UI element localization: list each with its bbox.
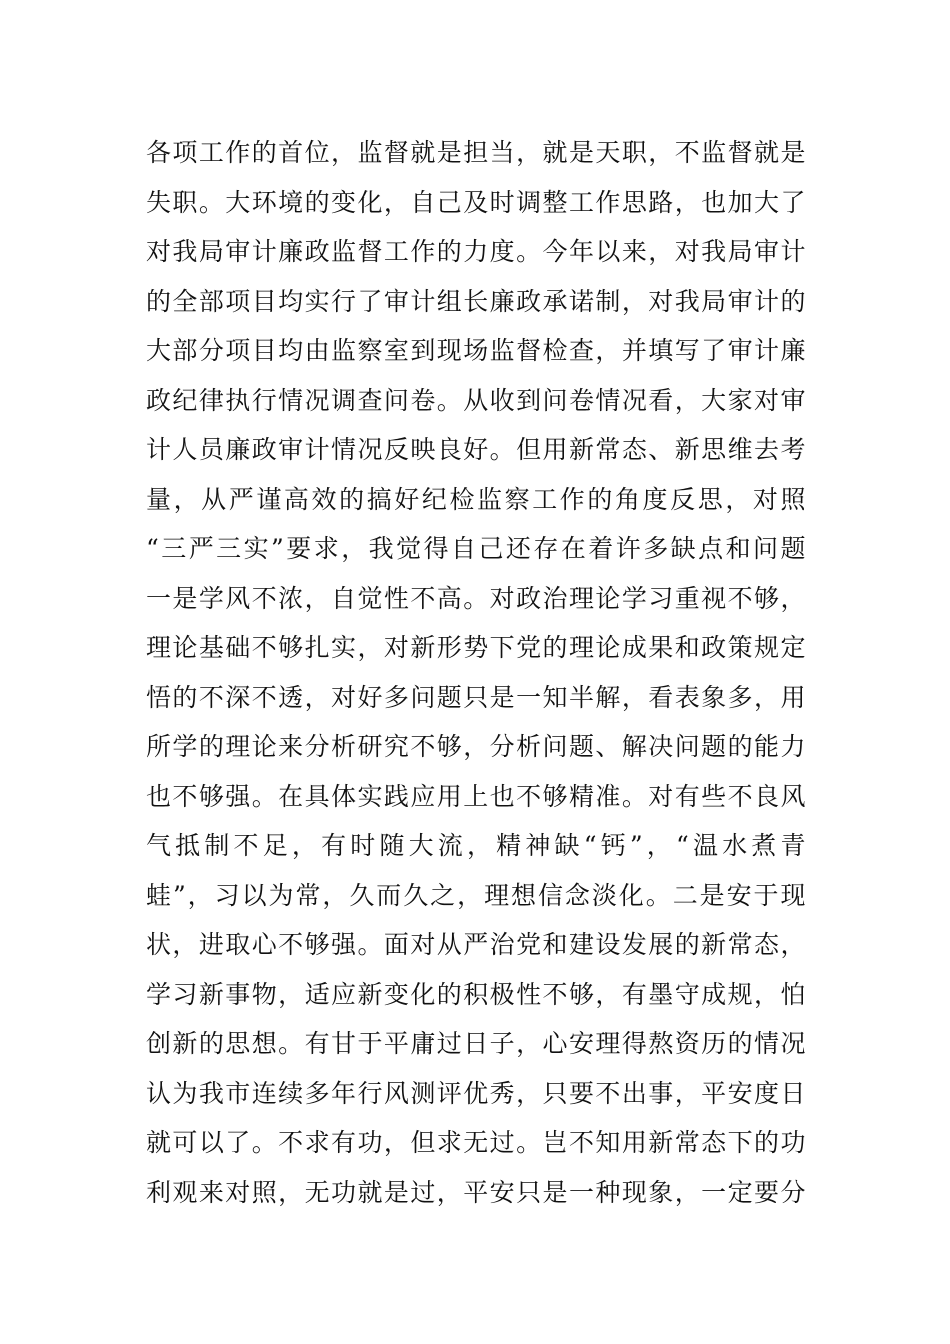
text-line-6: 政纪律执行情况调查问卷。从收到问卷情况看，大家对审 <box>146 385 806 415</box>
text-line-12: 悟的不深不透，对好多问题只是一知半解，看表象多，用 <box>146 682 806 712</box>
text-line-20: 认为我市连续多年行风测评优秀，只要不出事，平安度日 <box>146 1078 806 1108</box>
text-line-18: 学习新事物，适应新变化的积极性不够，有墨守成规，怕 <box>146 979 806 1009</box>
text-line-22: 利观来对照，无功就是过，平安只是一种现象，一定要分 <box>146 1177 806 1207</box>
text-line-11: 理论基础不够扎实，对新形势下党的理论成果和政策规定 <box>146 633 806 662</box>
text-line-19: 创新的思想。有甘于平庸过日子，心安理得熬资历的情况 <box>146 1029 806 1058</box>
text-line-5: 大部分项目均由监察室到现场监督检查，并填写了审计廉 <box>146 336 806 365</box>
text-line-7: 计人员廉政审计情况反映良好。但用新常态、新思维去考 <box>146 435 806 464</box>
text-line-3: 对我局审计廉政监督工作的力度。今年以来，对我局审计 <box>146 237 806 266</box>
text-line-1: 各项工作的首位，监督就是担当，就是天职，不监督就是 <box>146 138 806 167</box>
text-line-21: 就可以了。不求有功，但求无过。岂不知用新常态下的功 <box>146 1128 806 1157</box>
text-line-2: 失职。大环境的变化，自己及时调整工作思路，也加大了 <box>146 187 806 217</box>
text-line-10: 一是学风不浓，自觉性不高。对政治理论学习重视不够， <box>146 583 806 613</box>
text-line-9: “三严三实”要求，我觉得自己还存在着许多缺点和问题 <box>146 534 806 563</box>
body-text <box>146 128 806 1217</box>
text-line-4: 的全部项目均实行了审计组长廉政承诺制，对我局审计的 <box>146 286 806 316</box>
text-line-17: 状，进取心不够强。面对从严治党和建设发展的新常态， <box>146 930 806 959</box>
text-line-13: 所学的理论来分析研究不够，分析问题、解决问题的能力 <box>146 732 806 761</box>
text-line-15: 气抵制不足，有时随大流，精神缺“钙”，“温水煮青 <box>146 831 806 860</box>
text-line-8: 量，从严谨高效的搞好纪检监察工作的角度反思，对照 <box>146 484 806 514</box>
text-line-14: 也不够强。在具体实践应用上也不够精准。对有些不良风 <box>146 781 806 811</box>
text-line-16: 蛙”，习以为常，久而久之，理想信念淡化。二是安于现 <box>146 880 806 910</box>
